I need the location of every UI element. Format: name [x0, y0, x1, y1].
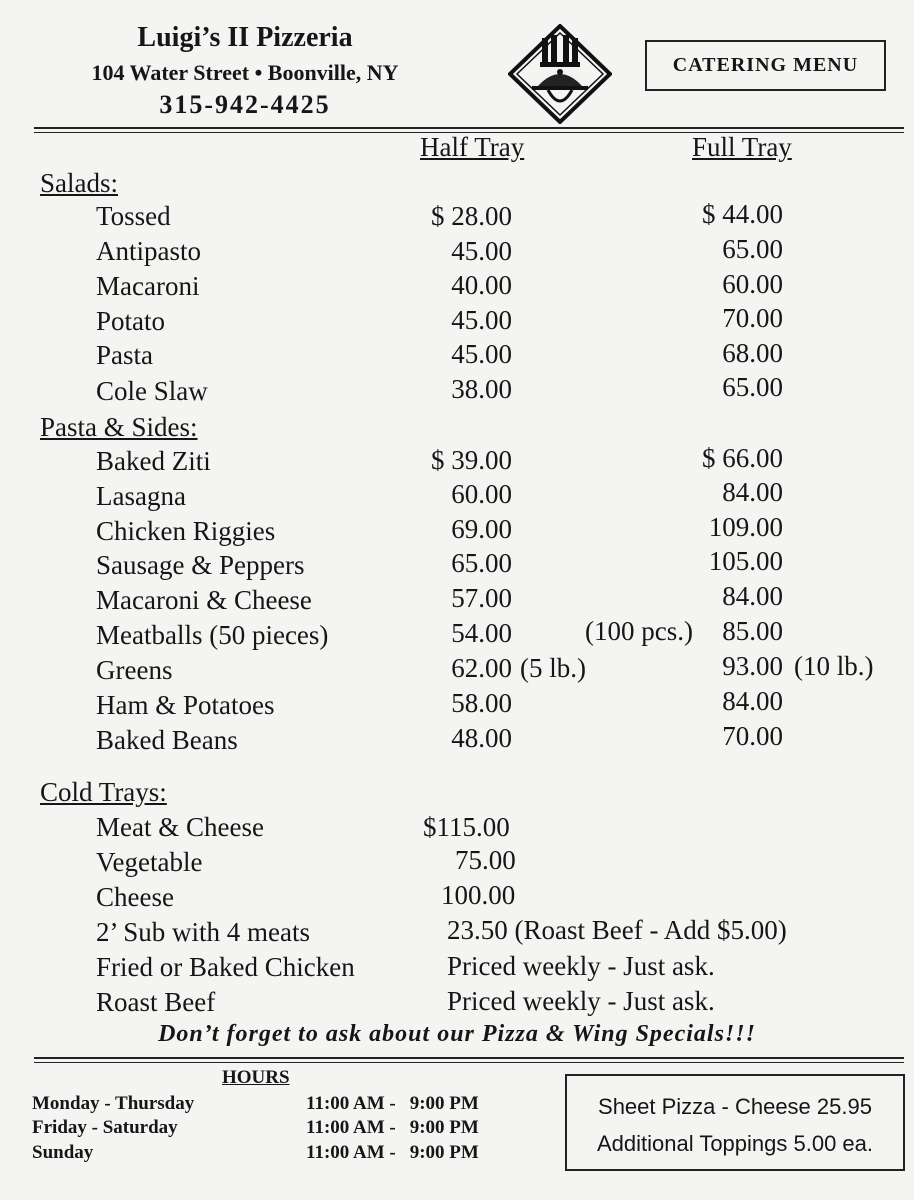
full-price: 85.00	[722, 616, 783, 646]
cold-price: Priced weekly - Just ask.	[447, 986, 715, 1016]
hours-time	[306, 1142, 479, 1164]
full-weight-note: (10 lb.)	[794, 651, 874, 681]
header-divider	[34, 127, 904, 129]
hours-days: Sunday	[32, 1142, 94, 1163]
full-price: 70.00	[722, 721, 783, 751]
half-price: 45.00	[451, 236, 512, 266]
menu-item-lasagna: Lasagna	[96, 481, 186, 511]
menu-item-ham-potatoes: Ham & Potatoes	[96, 690, 275, 720]
half-price: 58.00	[451, 688, 512, 718]
footer-divider-thin	[34, 1062, 904, 1063]
full-tray-header: Full Tray	[692, 132, 792, 162]
half-price: 38.00	[451, 374, 512, 404]
hours-open: 11:00 AM -	[306, 1117, 396, 1138]
menu-item-pasta: Pasta	[96, 340, 153, 370]
sheet-pizza-box	[565, 1074, 905, 1171]
full-price: $ 44.00	[702, 199, 783, 229]
business-name: Luigi’s II Pizzeria	[137, 22, 353, 53]
menu-item-chicken: Fried or Baked Chicken	[96, 952, 355, 982]
full-price: 109.00	[708, 512, 783, 542]
full-price: 68.00	[722, 338, 783, 368]
half-price: 48.00	[451, 723, 512, 753]
section-title-pasta-sides: Pasta & Sides:	[40, 412, 198, 442]
hours-close: 9:00 PM	[409, 1142, 479, 1163]
half-price: 65.00	[451, 548, 512, 578]
full-price: 65.00	[722, 372, 783, 402]
full-price: $ 66.00	[702, 443, 783, 473]
menu-item-potato: Potato	[96, 306, 166, 336]
menu-item-antipasto: Antipasto	[96, 236, 201, 266]
section-title-salads: Salads:	[40, 168, 118, 198]
half-price: 69.00	[451, 514, 512, 544]
half-price: 62.00	[451, 653, 512, 683]
full-price: 84.00	[722, 581, 783, 611]
menu-item-macaroni-cheese: Macaroni & Cheese	[96, 585, 312, 615]
menu-item-cole-slaw: Cole Slaw	[96, 376, 208, 406]
hours-close: 9:00 PM	[409, 1117, 479, 1138]
half-price: 54.00	[451, 618, 512, 648]
business-address: 104 Water Street • Boonville, NY	[91, 60, 399, 85]
additional-toppings-price: Additional Toppings 5.00 ea.	[596, 1131, 874, 1156]
cold-price: 75.00	[455, 845, 516, 875]
hours-time	[306, 1093, 479, 1115]
full-price: 84.00	[722, 686, 783, 716]
half-price: 57.00	[451, 583, 512, 613]
menu-item-baked-ziti: Baked Ziti	[96, 446, 211, 476]
catering-menu-title: CATERING MENU	[645, 40, 886, 91]
menu-item-chicken-riggies: Chicken Riggies	[96, 516, 276, 546]
half-price: $ 28.00	[431, 201, 512, 231]
specials-tagline: Don’t forget to ask about our Pizza & Wing Specials!!!	[158, 1021, 756, 1047]
half-price: 45.00	[451, 339, 512, 369]
half-price: $ 39.00	[431, 445, 512, 475]
hours-title: HOURS	[222, 1067, 290, 1088]
hours-days: Friday - Saturday	[32, 1117, 178, 1138]
full-price: 65.00	[722, 234, 783, 264]
menu-item-tossed: Tossed	[96, 201, 171, 231]
business-phone: 315-942-4425	[159, 90, 331, 119]
menu-item-meat-cheese: Meat & Cheese	[96, 812, 264, 842]
full-price: 105.00	[708, 546, 783, 576]
hours-days: Monday - Thursday	[32, 1093, 195, 1114]
menu-item-baked-beans: Baked Beans	[96, 725, 238, 755]
full-price: 84.00	[722, 477, 783, 507]
menu-item-greens: Greens	[96, 655, 173, 685]
cold-price: $115.00	[423, 812, 510, 842]
footer-divider	[34, 1057, 904, 1059]
half-tray-header: Half Tray	[420, 132, 525, 162]
menu-item-vegetable: Vegetable	[96, 847, 203, 877]
half-price: 45.00	[451, 305, 512, 335]
hours-open: 11:00 AM -	[306, 1093, 396, 1114]
hours-open: 11:00 AM -	[306, 1142, 396, 1163]
chef-cloche-logo-icon	[508, 24, 612, 124]
cold-price: Priced weekly - Just ask.	[447, 951, 715, 981]
menu-item-sub: 2’ Sub with 4 meats	[96, 917, 310, 947]
section-title-cold-trays: Cold Trays:	[40, 777, 167, 807]
cold-price: 23.50 (Roast Beef - Add $5.00)	[447, 915, 787, 945]
full-price: 60.00	[722, 269, 783, 299]
menu-item-roast-beef: Roast Beef	[96, 987, 216, 1017]
hours-close: 9:00 PM	[409, 1093, 479, 1114]
menu-item-meatballs: Meatballs (50 pieces)	[96, 620, 329, 650]
hours-time	[306, 1117, 479, 1139]
full-quantity-note: (100 pcs.)	[585, 616, 693, 646]
half-price: 60.00	[451, 479, 512, 509]
menu-item-cheese: Cheese	[96, 882, 174, 912]
cold-price: 100.00	[441, 880, 516, 910]
menu-item-sausage-peppers: Sausage & Peppers	[96, 550, 305, 580]
sheet-pizza-price: Sheet Pizza - Cheese 25.95	[598, 1094, 872, 1119]
full-price: 70.00	[722, 303, 783, 333]
menu-item-macaroni: Macaroni	[96, 271, 200, 301]
full-price: 93.00	[722, 651, 783, 681]
half-weight-note: (5 lb.)	[520, 653, 586, 683]
half-price: 40.00	[451, 270, 512, 300]
